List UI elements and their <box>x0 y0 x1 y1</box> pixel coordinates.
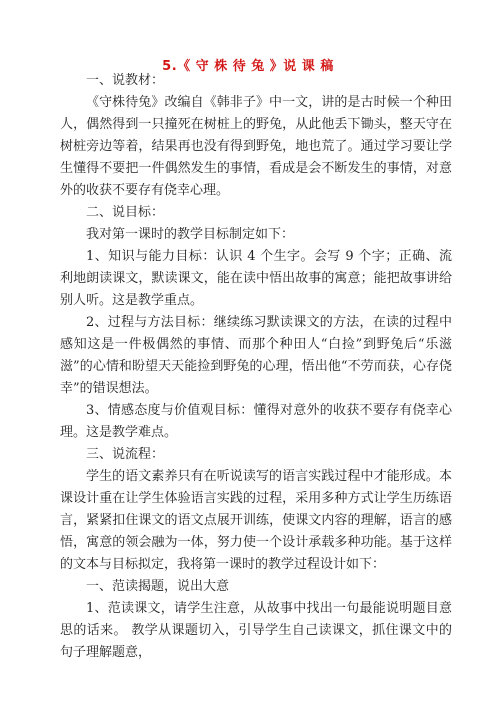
document-title: 5.《 守 株 待 兔 》说 课 稿 <box>162 59 334 74</box>
document-body <box>60 70 452 664</box>
paragraph-material-description: 《守株待兔》改编自《韩非子》中一文，讲的是古时候一个种田人，偶然得到一只撞死在树桩上的野兔，从此他丢下锄头，整天守在树桩旁边等着，结果再也没有得到野兔，地也荒了。通过学习要让学生懂得不要把一件偶然发生的事情，看成是会不断发生的事情，对意外的收获不要存有侥幸心理。 <box>60 95 452 198</box>
section-heading-procedure: 三、说流程： <box>86 447 165 462</box>
paragraph-objective-knowledge: 1、知识与能力目标：认识 4 个生字。会写 9 个字；正确、流利地朗读课文，默读课文，能在读中悟出故事的寓意；能把故事讲给别人听。这是教学重点。 <box>60 249 452 308</box>
section-heading-teaching-material: 一、说教材： <box>86 73 165 88</box>
paragraph-reading-step: 1、范读课文，请学生注意，从故事中找出一句最能说明题目意思的话来。 教学从课题切入，引导学生自己读课文，抓住课文中的句子理解题意， <box>60 601 452 660</box>
paragraph-objective-attitude: 3、情感态度与价值观目标：懂得对意外的收获不要存有侥幸心理。这是教学难点。 <box>60 403 452 440</box>
paragraph-objective-process: 2、过程与方法目标：继续练习默读课文的方法，在读的过程中感知这是一件极偶然的事情、而那个种田人“白捡”到野兔后“乐滋滋”的心情和盼望天天能捡到野兔的心理，悟出他“不劳而获，心存侥幸”的错误想法。 <box>60 315 452 396</box>
paragraph-procedure-description: 学生的语文素养只有在听说读写的语言实践过程中才能形成。本课设计重在让学生体验语言实践的过程，采用多种方式让学生历练语言，紧紧扣住课文的语文点展开训练，使课文内容的理解，语言的感悟，寓意的领会融为一体，努力使一个设计承载多种功能。基于这样的文本与目标拟定，我将第一课时的教学过程设计如下： <box>60 469 452 572</box>
section-heading-objectives: 二、说目标： <box>86 205 165 220</box>
paragraph-objectives-intro: 我对第一课时的教学目标制定如下： <box>86 227 295 242</box>
subsection-heading-reading: 一、范读揭题，说出大意 <box>86 579 230 594</box>
